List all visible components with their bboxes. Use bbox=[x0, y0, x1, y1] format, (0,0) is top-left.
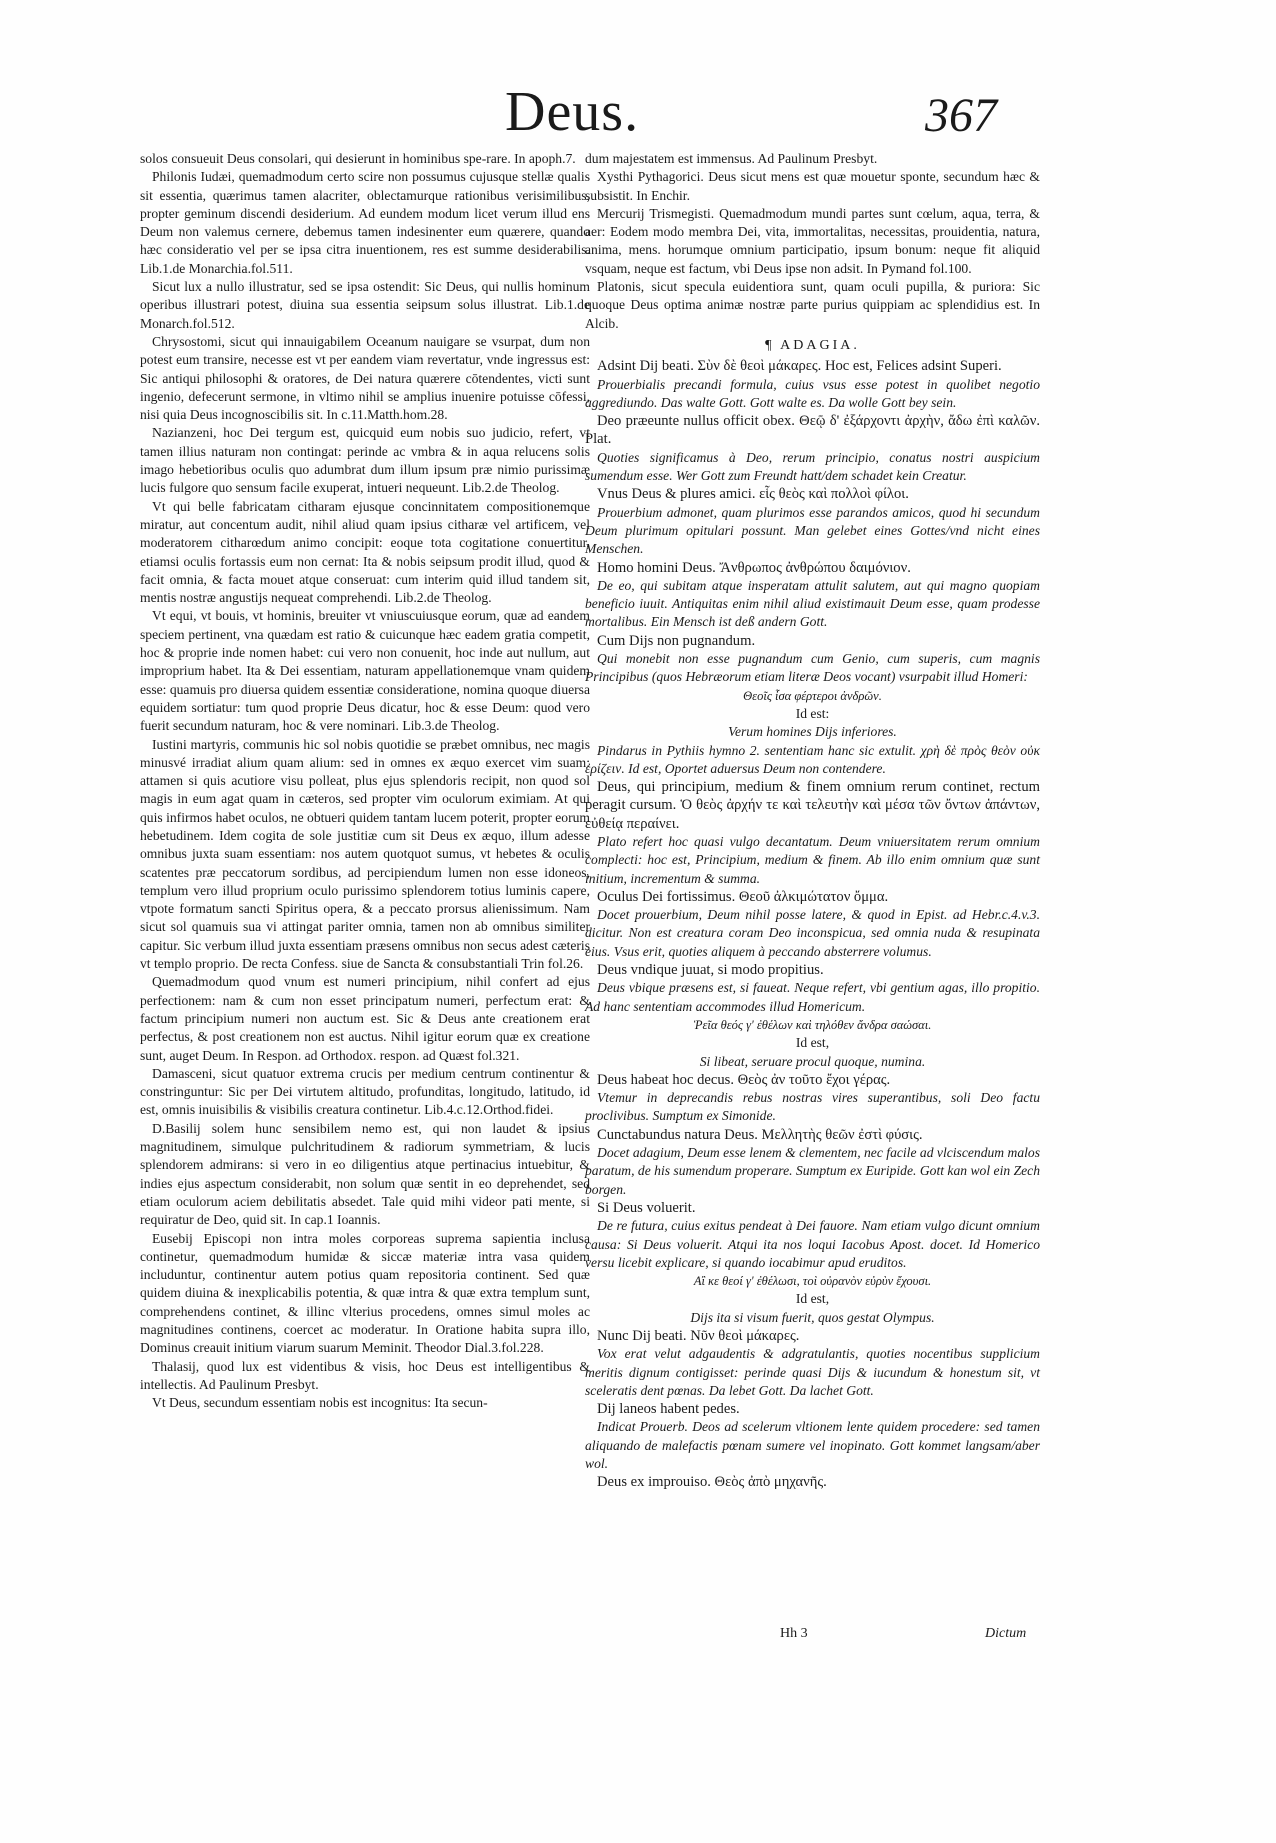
right-paragraph: Si Deus voluerit. bbox=[597, 1199, 696, 1216]
right-paragraph: Dijs ita si visum fuerit, quos gestat Olympus. bbox=[690, 1309, 935, 1325]
right-paragraph: ¶ ADAGIA. bbox=[765, 337, 860, 353]
signature-mark: Hh 3 bbox=[780, 1626, 808, 1641]
right-paragraph: Vox erat velut adgaudentis & adgratulantis, quoties nocentibus supplicium meritis dignum contigisset: perinde quasi Dijs & iucundum & honestum sit, vt sceleratis dent pœnas. Da lebet Gott. Da lachet Gott. bbox=[585, 1346, 1040, 1398]
right-paragraph: Verum homines Dijs inferiores. bbox=[728, 724, 897, 740]
right-paragraph: Adsint Dij beati. Σὺν δὲ θεοὶ μάκαρες. Hoc est, Felices adsint Superi. bbox=[597, 358, 1002, 375]
right-paragraph: Prouerbium admonet, quam plurimos esse parandos amicos, quod hi secundum Deum plurimum opitulari possunt. Man gelebet eines Gottes/vnd nicht eines Menschen. bbox=[585, 504, 1040, 557]
right-paragraph: Deus, qui principium, medium & finem omnium rerum continet, rectum peragit cursum. Ὁ θεὸς ἀρχήν τε καὶ τελευτὴν καὶ μέσα τῶν ὄντων ἁπάντων, εὐθείᾳ περαίνει. bbox=[585, 779, 1040, 832]
right-paragraph: Qui monebit non esse pugnandum cum Genio, cum superis, cum magnis Principibus (quos Hebræorum etiam literæ Deos vocant) vsurpabit illud Homeri: bbox=[585, 651, 1040, 685]
left-paragraph: D.Basilij solem hunc sensibilem nemo est, qui non laudet & ipsius magnitudinem, simulque pulchritudinem & radiorum symmetriam, & lucis splendorem admirans: si vero in eo diligentius atque pertinacius intuebitur, & indies ejus aspectum considerabit, non solum quæ sentit in eo deprehendet, sed etiam oculorum aciem debilitatis absedet. Tale quid mihi videor pati mente, si requiratur de Deo, quid sit. In cap.1 Ioannis. bbox=[140, 1120, 590, 1228]
right-paragraph: Mercurij Trismegisti. Quemadmodum mundi partes sunt cœlum, aqua, terra, & aer: Eodem modo membra Dei, vita, immortalitas, necessitas, prouidentia, natura, anima, mens. horumque omnium participatio, ipsum bonum: neque fit aliquid vsquam, neque est factum, vbi Deus ipse non adsit. In Pymand fol.100. bbox=[585, 205, 1040, 276]
left-paragraph: Sicut lux a nullo illustratur, sed se ipsa ostendit: Sic Deus, qui nullis hominum operibus illustrari potest, diuina sua essentia seipsum solus illustrat. Lib.1.de Monarch.fol.512. bbox=[140, 279, 590, 331]
left-paragraph: Vt Deus, secundum essentiam nobis est incognitus: Ita secun- bbox=[152, 1395, 488, 1411]
right-paragraph: Platonis, sicut specula euidentiora sunt, quam oculi pupilla, & puriora: Sic quoque Deus optima animæ nostræ parte purius quippiam ac splendidius est. In Alcib. bbox=[585, 279, 1040, 331]
right-paragraph: Deus ex improuiso. Θεὸς ἀπὸ μηχανῆς. bbox=[597, 1474, 827, 1491]
page-number: 367 bbox=[925, 89, 997, 142]
right-paragraph: Homo homini Deus. Ἄνθρωπος ἀνθρώπου δαιμόνιον. bbox=[597, 559, 911, 576]
right-paragraph: Deus habeat hoc decus. Θεὸς ἀν τοῦτο ἔχοι γέρας. bbox=[597, 1071, 891, 1088]
right-paragraph: Ῥεῖα θεός γ' ἐθέλων καὶ τηλόθεν ἄνδρα σαώσαι. bbox=[693, 1017, 932, 1032]
right-paragraph: De eo, qui subitam atque insperatam attulit salutem, aut qui magno quopiam beneficio iuuit. Antiquitas enim nihil aliud existimauit Deum esse, quam prodesse mortalibus. Ein Mensch ist deß andern Gott. bbox=[585, 577, 1040, 630]
right-paragraph: Deo præeunte nullus officit obex. Θεῷ δ' ἐξάρχοντι ἀρχὴν, ἄδω ἐπὶ καλῶν. Plat. bbox=[585, 413, 1040, 448]
right-text-column bbox=[585, 150, 1040, 1492]
right-paragraph: Cunctabundus natura Deus. Μελλητὴς θεῶν ἐστὶ φύσις. bbox=[597, 1126, 923, 1143]
left-paragraph: Vt equi, vt bouis, vt hominis, breuiter vt vniuscuiusque eorum, quæ ad eandem speciem pertinent, vna quædam est ratio & cuicunque hæc eadem gratia competit, hoc & proprie inde nomen habet: cui vero non conuenit, hoc inde aut nullum, aut improprium habet. Ita & Dei essentiam, naturam appellationemque vnam quidem esse: quamuis pro diuersa quidem essentiæ consideratione, nomina quoque diuersa equidem sortiatur: tum quod proprie Deus dicatur, hoc & esse Deum: quod vero fuerit secundum naturam, hoc & vere nominari. Lib.3.de Theolog. bbox=[140, 608, 591, 734]
right-paragraph: Cum Dijs non pugnandum. bbox=[597, 632, 756, 649]
right-paragraph: Id est, bbox=[795, 1291, 830, 1307]
right-paragraph: Vnus Deus & plures amici. εἷς θεὸς καὶ πολλοὶ φίλοι. bbox=[597, 486, 909, 503]
right-paragraph: Si libeat, seruare procul quoque, numina. bbox=[699, 1053, 926, 1069]
left-paragraph: Thalasij, quod lux est videntibus & visis, hoc Deus est intelligentibus & intellectis. Ad Paulinum Presbyt. bbox=[140, 1358, 590, 1392]
left-paragraph: Quemadmodum quod vnum est numeri principium, nihil confert ad ejus perfectionem: nam & cum non esset principatum numeri, perfectum erat: & factum principium numeri non auctum est. Sic & Deus ante creationem erat perfectus, & post creationem non est auctus. Nihil igitur eorum quæ ex creatione sunt, auget Deum. In Respon. ad Orthodox. respon. ad Quæst fol.321. bbox=[140, 974, 590, 1063]
right-paragraph: Plato refert hoc quasi vulgo decantatum. Deum vniuersitatem rerum omnium complecti: hoc est, Principium, medium & finem. Ab illo enim omnium quæ sunt initium, incrementum & summa. bbox=[585, 833, 1040, 886]
right-paragraph: Pindarus in Pythiis hymno 2. sententiam hanc sic extulit. χρὴ δὲ πρὸς θεὸν οὐκ ἐρίζειν. Id est, Oportet aduersus Deum non contendere. bbox=[585, 742, 1040, 776]
left-text-column bbox=[140, 150, 590, 1412]
right-paragraph: Prouerbialis precandi formula, cuius vsus esse potest in quolibet negotio aggrediundo. Das walte Gott. Gott walte es. Da wolle Gott bey sein. bbox=[585, 376, 1040, 410]
right-paragraph: Docet prouerbium, Deum nihil posse latere, & quod in Epist. ad Hebr.c.4.v.3. dicitur. Non est creatura coram Deo inconspicua, sed omnia nuda & resupinata eius. Vsus erit, quoties aliquem à peccando absterrere volumus. bbox=[585, 907, 1040, 959]
left-paragraph: Chrysostomi, sicut qui innauigabilem Oceanum nauigare se vsurpat, dum non potest eum transire, necesse est vt per eandem viam revertatur, vnde ingressus est: Sic antiqui philosophi & oratores, de Dei natura quærere cōtendentes, victi sunt ingenio, defecerunt sermone, in vltimo nihil se amplius inuenire potuisse cōfessi, nisi quia Deus incognoscibilis sit. In c.11.Matth.hom.28. bbox=[140, 333, 590, 423]
right-paragraph: Docet adagium, Deum esse lenem & clementem, nec facile ad vlciscendum malos paratum, de his sumendum properare. Sumptum ex Euripide. Gott kan wol ein Zech borgen. bbox=[585, 1145, 1040, 1197]
right-paragraph: Id est, bbox=[795, 1035, 830, 1051]
left-paragraph: Iustini martyris, communis hic sol nobis quotidie se præbet omnibus, nec magis minusvé irradiat alium quam alium: sed in omnes ex æquo exercet vim suam: attamen si quis acutiore visu polleat, plus ejus splendoris recipit, non quod sol magis in eum agat quam in cæteros, sed propter vim oculorum eximiam. At qui quis infirmos habet oculos, ne obtueri quidem tantam lucem poterit, propter eorum hebetudinem. Idem cogita de sole justitiæ cum sit Deus ex æquo, illum adesse omnibus juxta suam essentiam: nos autem quotquot sumus, vt hebetes & oculis scatentes præ peccatorum sordibus, ad percipiendum lumen non esse idoneos, templum vero illud proprium oculo purissimo splendorem totius luminis capere, vtpote formatum sancti Spiritus opera, & a peccato prorsus alienissimum. Nam sicut sol quamuis sua vi attingat pariter omnia, tamen non ab omnibus similiter capitur. Sic verbum illud juxta essentiam præsens omnibus non secus adest cæteris vt templo proprio. De recta Confess. siue de Sancta & consubstantiali Trin fol.26. bbox=[140, 736, 590, 972]
running-title: Deus. bbox=[505, 81, 640, 143]
right-paragraph: dum majestatem est immensus. Ad Paulinum Presbyt. bbox=[585, 151, 878, 166]
catchword: Dictum bbox=[985, 1626, 1027, 1641]
right-paragraph: Vtemur in deprecandis rebus nostras vires superantibus, soli Deo factu proclivibus. Sumptum ex Simonide. bbox=[585, 1090, 1040, 1124]
right-paragraph: Indicat Prouerb. Deos ad scelerum vltionem lente quidem procedere: sed tamen aliquando de malefactis pœnam sumere vel inopinato. Gott kommet langsam/aber wol. bbox=[585, 1419, 1040, 1472]
right-paragraph: Deus vbique præsens est, si faueat. Neque refert, vbi gentium agas, illo propitio. Ad hanc sententiam accommodes illud Homericum. bbox=[585, 980, 1040, 1014]
right-paragraph: Id est: bbox=[795, 705, 830, 721]
left-paragraph: Eusebij Episcopi non intra moles corporeas suprema sapientia inclusa continetur, quemadmodum humidæ & siccæ materiæ intra vasa quidem includuntur, continentur autem potius quam repositoria continent. Sed quæ quidem diuina & inexplicabilis potentia, & quæ intra & quæ extra templum sunt, comprehendens continet, & illinc vlterius procedens, omnes simul moles ac magnitudines continens, coercet ac moderatur. In Oratione habita supra illo, Dominus creauit initium viarum suarum Meminit. Theodor Dial.3.fol.228. bbox=[140, 1230, 590, 1356]
right-paragraph: Deus vndique juuat, si modo propitius. bbox=[597, 962, 824, 979]
right-paragraph: Xysthi Pythagorici. Deus sicut mens est quæ mouetur sponte, secundum hæc & subsistit. In Enchir. bbox=[585, 169, 1040, 203]
right-paragraph: Θεοῖς ἶσα φέρτεροι ἀνδρῶν. bbox=[743, 688, 882, 703]
left-paragraph: Damasceni, sicut quatuor extrema crucis per medium centrum continentur & constringuntur: Sic per Dei virtutem altitudo, profunditas, longitudo, latitudo, id est, omnis inuisibilis & visibilis creatura continetur. Lib.4.c.12.Orthod.fidei. bbox=[140, 1065, 590, 1118]
left-paragraph: Vt qui belle fabricatam citharam ejusque concinnitatem compositionemque miratur, aut concentum audit, nihil aliud quam ipsius citharæ vel artificem, vel moderatorem citharœdum animo concipit: eoque tota cogitatione conuertitur, etiamsi oculis fortassis eum non cernat: Ita & nobis seipsum prodit illud, quod & facit omnia, & facta mouet atque conseruat: cum interim quid illud tandem sit, mentis nostræ angustijs nequeat comprehendi. Lib.2.de Theolog. bbox=[140, 498, 590, 606]
right-paragraph: De re futura, cuius exitus pendeat à Dei fauore. Nam etiam vulgo dicunt omnium causa: Si Deus voluerit. Atqui ita nos loqui Iacobus Apost. docet. Id Homerico versu licebit explicare, si quando iocabimur apud eruditos. bbox=[585, 1218, 1040, 1270]
left-paragraph: solos consueuit Deus consolari, qui desierunt in hominibus spe-rare. In apoph.7. bbox=[140, 151, 576, 166]
right-paragraph: Αἲ κε θεοί γ' ἐθέλωσι, τοὶ οὐρανὸν εὐρὺν ἔχουσι. bbox=[693, 1274, 932, 1289]
right-paragraph: Oculus Dei fortissimus. Θεοῦ ἀλκιμώτατον ὄμμα. bbox=[597, 888, 889, 905]
right-paragraph: Dij laneos habent pedes. bbox=[597, 1401, 740, 1418]
left-paragraph: Nazianzeni, hoc Dei tergum est, quicquid eum nobis suo judicio, refert, vt tamen illius naturam non contingat: perinde ac vmbra & in aqua relucens solis imago hebetioribus oculis quo adumbrat dum illum ipsum præ nimio purissimæ lucis fulgore quo sensum facile exuperat, intueri nequeunt. Lib.2.de Theolog. bbox=[140, 425, 590, 496]
left-paragraph: Philonis Iudæi, quemadmodum certo scire non possumus cujusque stellæ qualis sit essentia, quærimus tamen alacriter, oblectamurque rationibus verisimilibus, propter geminum discendi desiderium. Ad eundem modum licet verum illud ens Deum non valemus cernere, debemus tamen indesinenter eum quærere, quando hæc consideratio vel per se ipsa citra inuentionem, res est summe desiderabilis. Lib.1.de Monarchia.fol.511. bbox=[140, 169, 590, 276]
right-paragraph: Quoties significamus à Deo, rerum principio, conatus nostri auspicium sumendum esse. Wer Gott zum Freundt hatt/dem schadet kein Creatur. bbox=[585, 449, 1040, 484]
right-paragraph: Nunc Dij beati. Νῦν θεοὶ μάκαρες. bbox=[597, 1328, 800, 1344]
